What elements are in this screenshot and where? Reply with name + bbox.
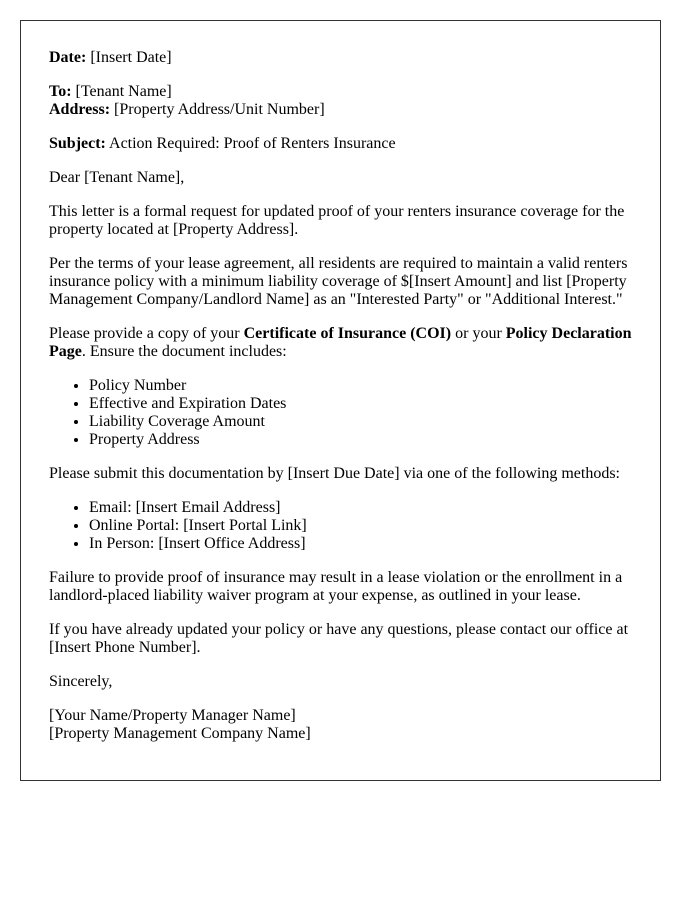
signature-block [49,707,632,743]
paragraph-lease-terms: Per the terms of your lease agreement, all residents are required to maintain a valid renters insurance policy with a minimum liability coverage of $[Insert Amount] and list [Property Management Company/Landlord Name] as an "Interested Party" or "Additional Interest." [49,255,628,308]
list-item: • In Person: [Insert Office Address] [89,535,632,553]
date-label: Date: [49,49,87,66]
list-item: • Email: [Insert Email Address] [89,499,632,517]
coi-emphasis: Certificate of Insurance (COI) [243,325,452,342]
subject-line [49,135,632,153]
paragraph-contact: If you have already updated your policy or have any questions, please contact our office at [Insert Phone Number]. [49,621,629,656]
address-label: Address: [49,101,111,118]
subject-label: Subject: [49,135,106,152]
to-label: To: [49,83,72,100]
list-item: • Policy Number [89,377,632,395]
list-item: • Effective and Expiration Dates [89,395,632,413]
signature-name: [Your Name/Property Manager Name] [49,707,296,724]
paragraph-consequences: Failure to provide proof of insurance may result in a lease violation or the enrollment in a landlord-placed liability waiver program at your expense, as outlined in your lease. [49,569,623,604]
declaration-page-emphasis: Policy Declaration Page [49,325,632,360]
address-value: [Property Address/Unit Number] [110,101,325,118]
recipient-block [49,83,632,119]
list-item: • Property Address [89,431,632,449]
date-value: [Insert Date] [86,49,172,66]
date-line [49,49,632,67]
to-value: [Tenant Name] [71,83,172,100]
closing: Sincerely, [49,673,113,690]
required-items-list [49,377,632,449]
paragraph-submit: Please submit this documentation by [Insert Due Date] via one of the following methods: [49,465,620,482]
list-item: • Online Portal: [Insert Portal Link] [89,517,632,535]
submission-methods-list [49,499,632,553]
list-item: • Liability Coverage Amount [89,413,632,431]
paragraph-request: This letter is a formal request for updated proof of your renters insurance coverage for the property located at [Property Address]. [49,203,625,238]
text: . Ensure the document includes: [81,343,287,360]
letter [20,20,661,781]
paragraph-documents [49,325,632,361]
signature-company: [Property Management Company Name] [49,725,311,742]
text: Please provide a copy of your [49,325,244,342]
salutation: Dear [Tenant Name], [49,169,185,186]
text: or your [451,325,506,342]
subject-value: Action Required: Proof of Renters Insurance [105,135,396,152]
